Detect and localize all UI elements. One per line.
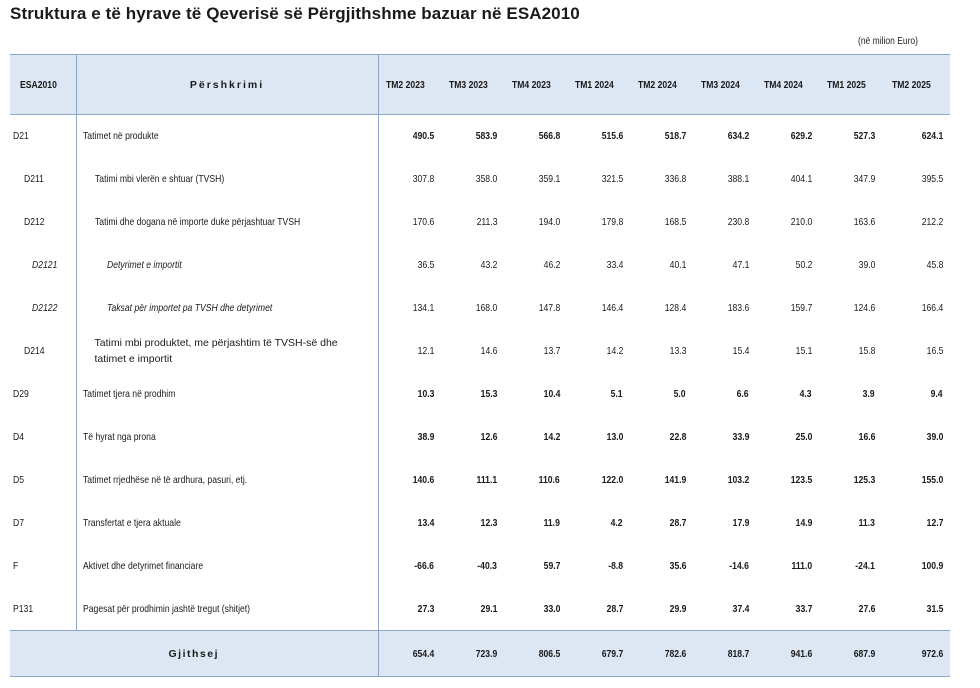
total-value: 818.7 xyxy=(693,631,756,677)
row-value: 33.0 xyxy=(543,602,560,615)
row-value: 12.1 xyxy=(417,345,434,357)
row-value: 12.6 xyxy=(480,431,497,443)
row-value: 583.9 xyxy=(475,130,497,143)
row-value: 122.0 xyxy=(601,474,623,486)
table-row xyxy=(10,416,950,459)
row-code: D21 xyxy=(10,115,76,158)
row-value: 146.4 xyxy=(601,302,623,314)
total-value: 806.5 xyxy=(504,631,567,677)
row-description: Aktivet dhe detyrimet financiare xyxy=(76,545,378,588)
row-value: 404.1 xyxy=(790,173,812,185)
row-value: 14.2 xyxy=(543,431,560,443)
row-value: 10.4 xyxy=(543,388,560,400)
row-value: 4.2 xyxy=(611,517,623,529)
row-description: Tatimi dhe dogana në importe duke përjashtuar TVSH xyxy=(76,201,378,244)
row-value: 27.6 xyxy=(858,602,875,615)
revenue-structure-table xyxy=(10,54,950,677)
row-value: 566.8 xyxy=(538,130,560,143)
row-value: 515.6 xyxy=(601,130,623,143)
row-value: 3.9 xyxy=(863,388,875,400)
row-value: 25.0 xyxy=(795,431,812,443)
row-value: 11.3 xyxy=(858,517,875,529)
table-row xyxy=(10,158,950,201)
row-description: Tatimet rrjedhëse në të ardhura, pasuri, etj. xyxy=(76,459,378,502)
row-value: 518.7 xyxy=(664,130,686,143)
page-title: Struktura e të hyrave të Qeverisë së Përgjithshme bazuar në ESA2010 xyxy=(10,4,580,23)
row-code: P131 xyxy=(10,588,76,631)
table-row xyxy=(10,545,950,588)
row-value: 13.3 xyxy=(669,345,686,357)
header-period: TM4 2023 xyxy=(504,55,567,115)
row-value: 194.0 xyxy=(538,216,560,228)
row-value: 4.3 xyxy=(800,388,812,400)
row-value: 147.8 xyxy=(538,302,560,314)
total-value: 723.9 xyxy=(441,631,504,677)
row-code: F xyxy=(10,545,76,588)
row-value: 59.7 xyxy=(543,560,560,572)
table-row xyxy=(10,287,950,330)
row-value: 13.0 xyxy=(606,431,623,443)
row-value: 27.3 xyxy=(417,602,434,615)
row-value: 33.4 xyxy=(606,259,623,271)
row-value: 166.4 xyxy=(921,302,943,314)
total-value: 687.9 xyxy=(819,631,882,677)
header-period: TM3 2024 xyxy=(693,55,756,115)
header-period: TM3 2023 xyxy=(441,55,504,115)
row-value: 29.1 xyxy=(480,602,497,615)
row-value: 100.9 xyxy=(921,560,943,572)
row-code: D29 xyxy=(10,373,76,416)
row-description: Taksat për importet pa TVSH dhe detyrimet xyxy=(76,287,378,330)
row-value: 490.5 xyxy=(412,130,434,143)
header-period: TM2 2025 xyxy=(882,55,950,115)
header-period: TM4 2024 xyxy=(756,55,819,115)
row-value: 388.1 xyxy=(727,173,749,185)
row-description: Transfertat e tjera aktuale xyxy=(76,502,378,545)
row-value: 128.4 xyxy=(664,302,686,314)
row-value: 321.5 xyxy=(601,173,623,185)
row-value: 29.9 xyxy=(669,602,686,615)
row-value: 45.8 xyxy=(926,259,943,271)
total-value: 941.6 xyxy=(756,631,819,677)
row-value: 10.3 xyxy=(417,388,434,400)
row-code: D2122 xyxy=(10,287,76,330)
row-value: 110.6 xyxy=(538,474,560,486)
row-value: 46.2 xyxy=(543,259,560,271)
row-value: 159.7 xyxy=(790,302,812,314)
row-value: 347.9 xyxy=(853,173,875,185)
row-value: 395.5 xyxy=(921,173,943,185)
row-value: 33.9 xyxy=(732,431,749,443)
table-row xyxy=(10,373,950,416)
row-value: 634.2 xyxy=(727,130,749,143)
table-row xyxy=(10,115,950,158)
row-value: 16.5 xyxy=(926,345,943,357)
header-period: TM2 2024 xyxy=(630,55,693,115)
row-description: Tatimet tjera në prodhim xyxy=(76,373,378,416)
row-value: -66.6 xyxy=(414,560,434,572)
row-value: 14.9 xyxy=(795,517,812,529)
row-value: 16.6 xyxy=(858,431,875,443)
header-period: TM1 2024 xyxy=(567,55,630,115)
row-value: 28.7 xyxy=(669,517,686,529)
row-value: 5.0 xyxy=(674,388,686,400)
row-description: Pagesat për prodhimin jashtë tregut (shitjet) xyxy=(76,588,378,631)
row-description: Detyrimet e importit xyxy=(76,244,378,287)
row-value: 123.5 xyxy=(790,474,812,486)
row-code: D7 xyxy=(10,502,76,545)
row-description: Të hyrat nga prona xyxy=(76,416,378,459)
row-value: 527.3 xyxy=(853,130,875,143)
row-value: 359.1 xyxy=(538,173,560,185)
header-period: TM1 2025 xyxy=(819,55,882,115)
row-value: 22.8 xyxy=(669,431,686,443)
total-label: Gjithsej xyxy=(10,631,378,677)
row-value: 163.6 xyxy=(853,216,875,228)
row-description: Tatimi mbi vlerën e shtuar (TVSH) xyxy=(76,158,378,201)
total-value: 679.7 xyxy=(567,631,630,677)
row-description: Tatimi mbi produktet, me përjashtim të TVSH-së dhe tatimet e importit xyxy=(76,330,378,373)
row-value: 35.6 xyxy=(669,560,686,572)
row-value: 307.8 xyxy=(412,173,434,185)
row-code: D5 xyxy=(10,459,76,502)
row-value: 9.4 xyxy=(931,388,943,400)
row-value: 125.3 xyxy=(853,474,875,486)
row-value: 50.2 xyxy=(795,259,812,271)
row-value: 13.7 xyxy=(543,345,560,357)
row-description: Tatimet në produkte xyxy=(76,115,378,158)
row-value: 12.3 xyxy=(480,517,497,529)
table-row xyxy=(10,330,950,373)
row-code: D4 xyxy=(10,416,76,459)
row-value: 212.2 xyxy=(921,216,943,228)
row-value: 14.2 xyxy=(606,345,623,357)
row-value: 5.1 xyxy=(611,388,623,400)
row-value: 155.0 xyxy=(921,474,943,486)
row-value: -24.1 xyxy=(855,560,875,572)
row-value: -8.8 xyxy=(608,560,623,572)
row-value: 15.4 xyxy=(732,345,749,357)
row-value: 11.9 xyxy=(543,517,560,529)
row-value: 168.5 xyxy=(664,216,686,228)
total-row xyxy=(10,631,950,677)
header-code: ESA2010 xyxy=(10,55,76,115)
row-value: 17.9 xyxy=(732,517,749,529)
row-value: 210.0 xyxy=(790,216,812,228)
row-value: -14.6 xyxy=(729,560,749,572)
row-value: 336.8 xyxy=(664,173,686,185)
row-value: 140.6 xyxy=(412,474,434,486)
row-value: 47.1 xyxy=(732,259,749,271)
row-value: 103.2 xyxy=(727,474,749,486)
row-code: D211 xyxy=(10,158,76,201)
row-value: 43.2 xyxy=(480,259,497,271)
row-value: 629.2 xyxy=(790,130,812,143)
total-value: 654.4 xyxy=(378,631,441,677)
row-value: 40.1 xyxy=(669,259,686,271)
row-value: 13.4 xyxy=(417,517,434,529)
total-value: 782.6 xyxy=(630,631,693,677)
row-value: 39.0 xyxy=(858,259,875,271)
table-header-row xyxy=(10,55,950,115)
row-value: 134.1 xyxy=(412,302,434,314)
table-row xyxy=(10,244,950,287)
row-value: 170.6 xyxy=(412,216,434,228)
row-value: 12.7 xyxy=(926,517,943,529)
row-value: 230.8 xyxy=(727,216,749,228)
table-row xyxy=(10,459,950,502)
row-value: 39.0 xyxy=(926,431,943,443)
row-value: 31.5 xyxy=(926,602,943,615)
row-value: 6.6 xyxy=(737,388,749,400)
row-value: 33.7 xyxy=(795,602,812,615)
row-code: D2121 xyxy=(10,244,76,287)
row-value: 28.7 xyxy=(606,602,623,615)
row-value: 141.9 xyxy=(664,474,686,486)
row-value: 211.3 xyxy=(476,216,497,228)
table-row xyxy=(10,502,950,545)
unit-note: (në milion Euro) xyxy=(858,36,919,47)
row-value: 14.6 xyxy=(480,345,497,357)
row-value: 38.9 xyxy=(417,431,434,443)
row-value: 179.8 xyxy=(601,216,623,228)
row-value: 358.0 xyxy=(475,173,497,185)
row-value: 183.6 xyxy=(727,302,749,314)
row-value: 36.5 xyxy=(417,259,434,271)
row-code: D214 xyxy=(10,330,76,373)
row-value: 168.0 xyxy=(475,302,497,314)
table-row xyxy=(10,588,950,631)
row-value: -40.3 xyxy=(477,560,497,572)
row-value: 15.8 xyxy=(858,345,875,357)
row-code: D212 xyxy=(10,201,76,244)
row-value: 37.4 xyxy=(732,602,749,615)
row-value: 624.1 xyxy=(921,130,943,143)
total-value: 972.6 xyxy=(882,631,950,677)
row-value: 111.0 xyxy=(791,560,812,572)
header-period: TM2 2023 xyxy=(378,55,441,115)
row-value: 15.1 xyxy=(795,345,812,357)
row-value: 111.1 xyxy=(476,474,497,486)
header-description: Përshkrimi xyxy=(76,55,378,115)
row-value: 124.6 xyxy=(853,302,875,314)
table-row xyxy=(10,201,950,244)
row-value: 15.3 xyxy=(480,388,497,400)
